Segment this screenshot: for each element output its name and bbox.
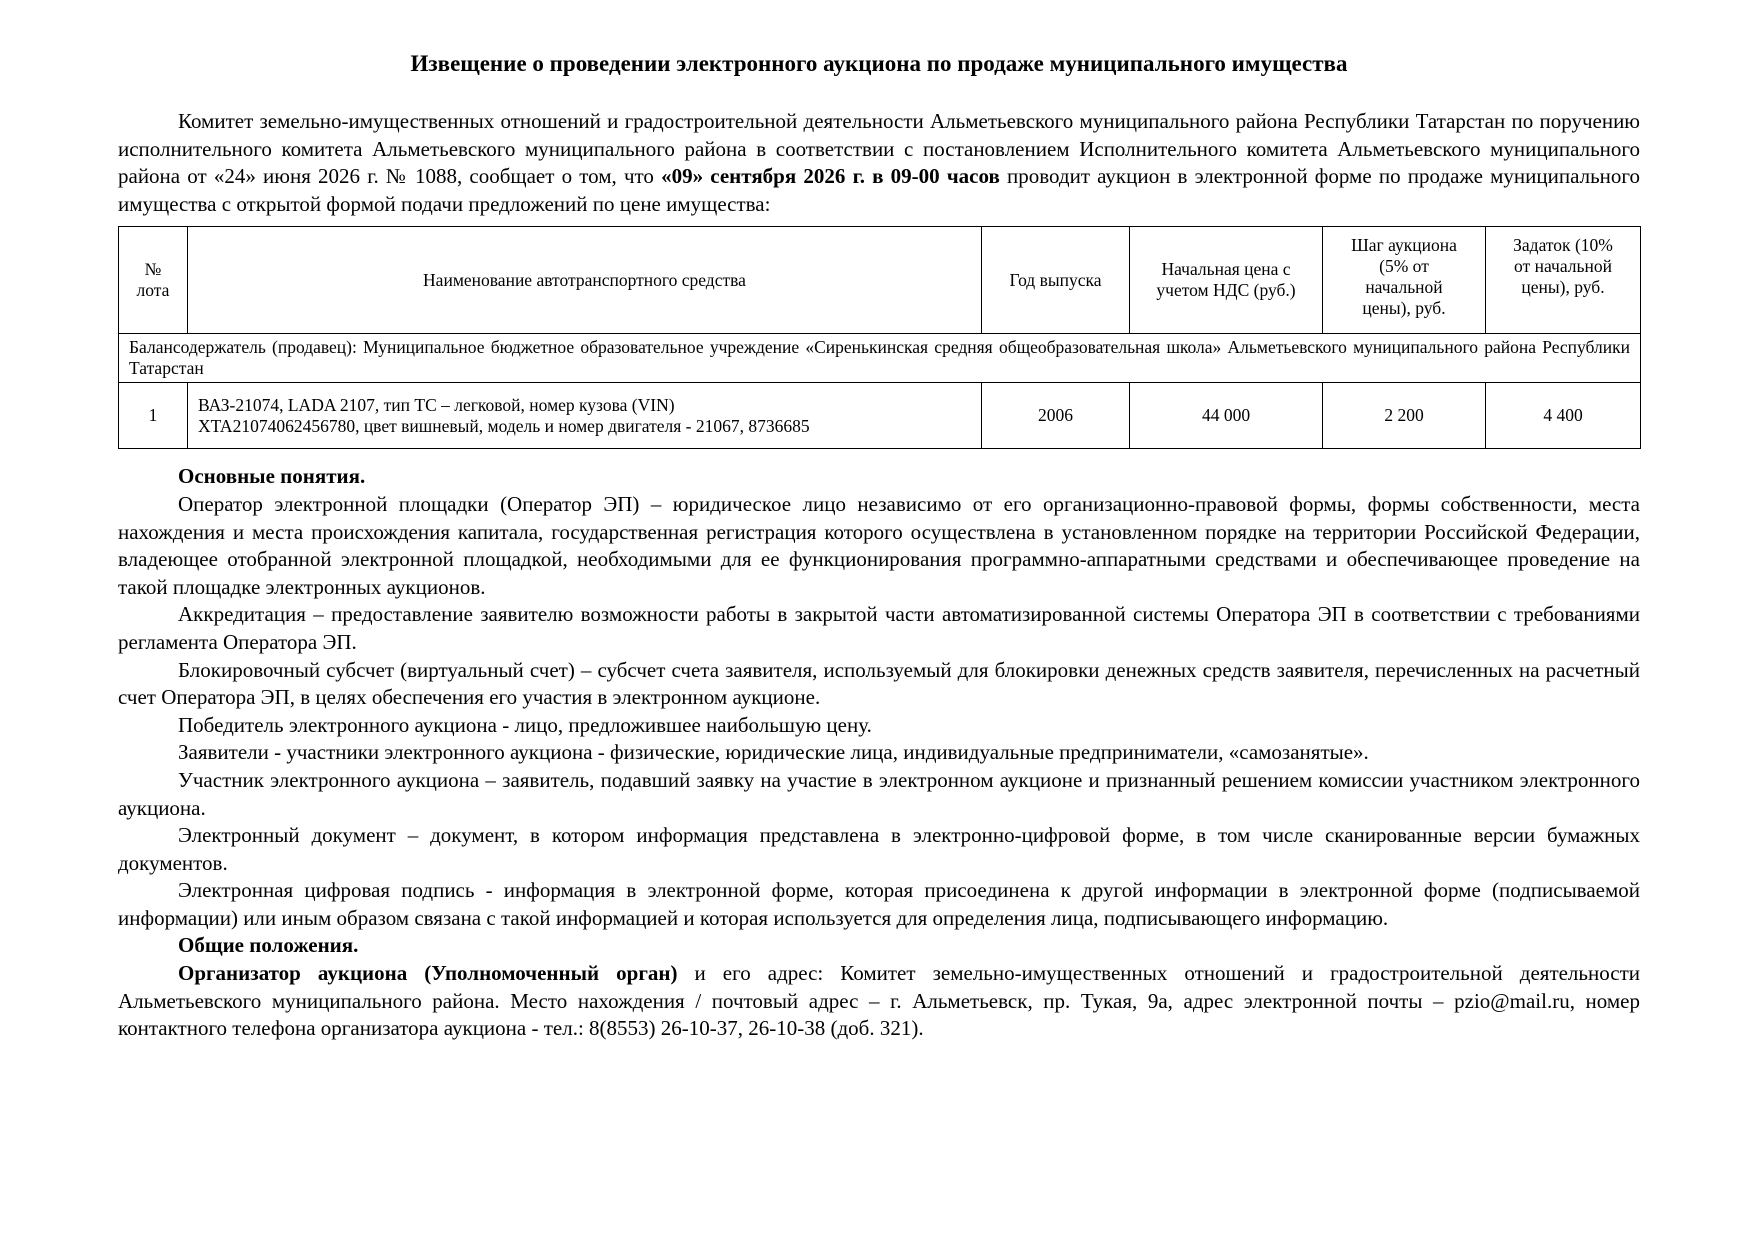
definition-esign: Электронная цифровая подпись - информация в электронной форме, которая присоединена к другой информации в электронной форме (подписываемой информации) или иным образом связана с такой информацией и которая используется для определения лица, подписывающего информацию.	[118, 878, 1640, 930]
intro-text-1: Комитет земельно-имущественных отношений и градостроительной деятельности Альметьевского муниципального района Республики Татарстан по поручению исполнительного комитета Альметьевского муниципального района в соответствии с постановлением Исполнительного комитета Альметьевского муниципального района от «24» июня 2026 г. № 1088, сообщает о том, что	[118, 109, 1640, 189]
seller-row	[119, 334, 1641, 383]
intro-paragraph	[118, 108, 1640, 218]
intro-text-2: проводит аукцион в электронной форме по продаже муниципального имущества с открытой формой подачи предложений по цене имущества:	[118, 164, 1640, 216]
definition-accreditation: Аккредитация – предоставление заявителю возможности работы в закрытой части автоматизированной системы Оператора ЭП в соответствии с требованиями регламента Оператора ЭП.	[118, 602, 1640, 654]
organizer-label: Организатор аукциона (Уполномоченный орган)	[178, 961, 678, 986]
definition-edoc: Электронный документ – документ, в котором информация представлена в электронно-цифровой форме, в том числе сканированные версии бумажных документов.	[118, 823, 1640, 875]
auction-date: «09» сентября 2026 г. в 09-00 часов	[661, 164, 1000, 189]
header-year: Год выпуска	[982, 227, 1130, 334]
definition-applicants: Заявители - участники электронного аукциона - физические, юридические лица, индивидуальные предприниматели, «самозанятые».	[178, 740, 1369, 765]
document-page	[118, 50, 1640, 1043]
cell-step: 2 200	[1323, 383, 1486, 449]
organizer-text: и его адрес: Комитет земельно-имущественных отношений и градостроительной деятельности Альметьевского муниципального района. Место нахождения / почтовый адрес – г. Альметьевск, пр. Тукая, 9а, адрес электронной почты – pzio@mail.ru, номер контактного телефона организатора аукциона - тел.: 8(8553) 26-10-37, 26-10-38 (доб. 321).	[118, 961, 1640, 1041]
definition-winner: Победитель электронного аукциона - лицо, предложившее наибольшую цену.	[178, 712, 872, 737]
header-step: Шаг аукциона (5% от начальной цены), руб.	[1323, 227, 1486, 334]
cell-lot: 1	[119, 383, 188, 449]
basics-heading: Основные понятия.	[178, 464, 366, 489]
lots-table	[118, 226, 1641, 449]
definition-subaccount: Блокировочный субсчет (виртуальный счет) – субсчет счета заявителя, используемый для блокировки денежных средств заявителя, перечисленных на расчетный счет Оператора ЭП, в целях обеспечения его участия в электронном аукционе.	[118, 657, 1640, 710]
organizer-paragraph	[118, 960, 1640, 1043]
header-lot: № лота	[119, 227, 188, 334]
table-row	[119, 383, 1641, 449]
definition-participant: Участник электронного аукциона – заявитель, подавший заявку на участие в электронном аукционе и признанный решением комиссии участником электронного аукциона.	[118, 767, 1640, 820]
header-deposit: Задаток (10% от начальной цены), руб.	[1486, 227, 1641, 334]
cell-vehicle	[188, 383, 982, 449]
cell-price: 44 000	[1130, 383, 1323, 449]
vehicle-line-1: ВАЗ-21074, LADA 2107, тип ТС – легковой, номер кузова (VIN)	[198, 394, 675, 415]
general-heading: Общие положения.	[178, 933, 359, 958]
header-price: Начальная цена с учетом НДС (руб.)	[1130, 227, 1323, 334]
table-header-row	[119, 227, 1641, 334]
header-name: Наименование автотранспортного средства	[188, 227, 982, 334]
definition-operator: Оператор электронной площадки (Оператор ЭП) – юридическое лицо независимо от его организационно-правовой формы, формы собственности, места нахождения и места происхождения капитала, государственная регистрация которого осуществлена в установленном порядке на территории Российской Федерации, владеющее отобранной электронной площадкой, необходимыми для ее функционирования программно-аппаратными средствами и обеспечивающее проведение на такой площадке электронных аукционов.	[118, 491, 1640, 599]
document-title: Извещение о проведении электронного аукциона по продаже муниципального имущества	[410, 51, 1348, 76]
cell-deposit: 4 400	[1486, 383, 1641, 449]
seller-cell: Балансодержатель (продавец): Муниципальное бюджетное образовательное учреждение «Сиренькинская средняя общеобразовательная школа» Альметьевского муниципального района Республики Татарстан	[119, 334, 1641, 383]
vehicle-line-2: XTA21074062456780, цвет вишневый, модель и номер двигателя - 21067, 8736685	[198, 415, 810, 436]
cell-year: 2006	[982, 383, 1130, 449]
